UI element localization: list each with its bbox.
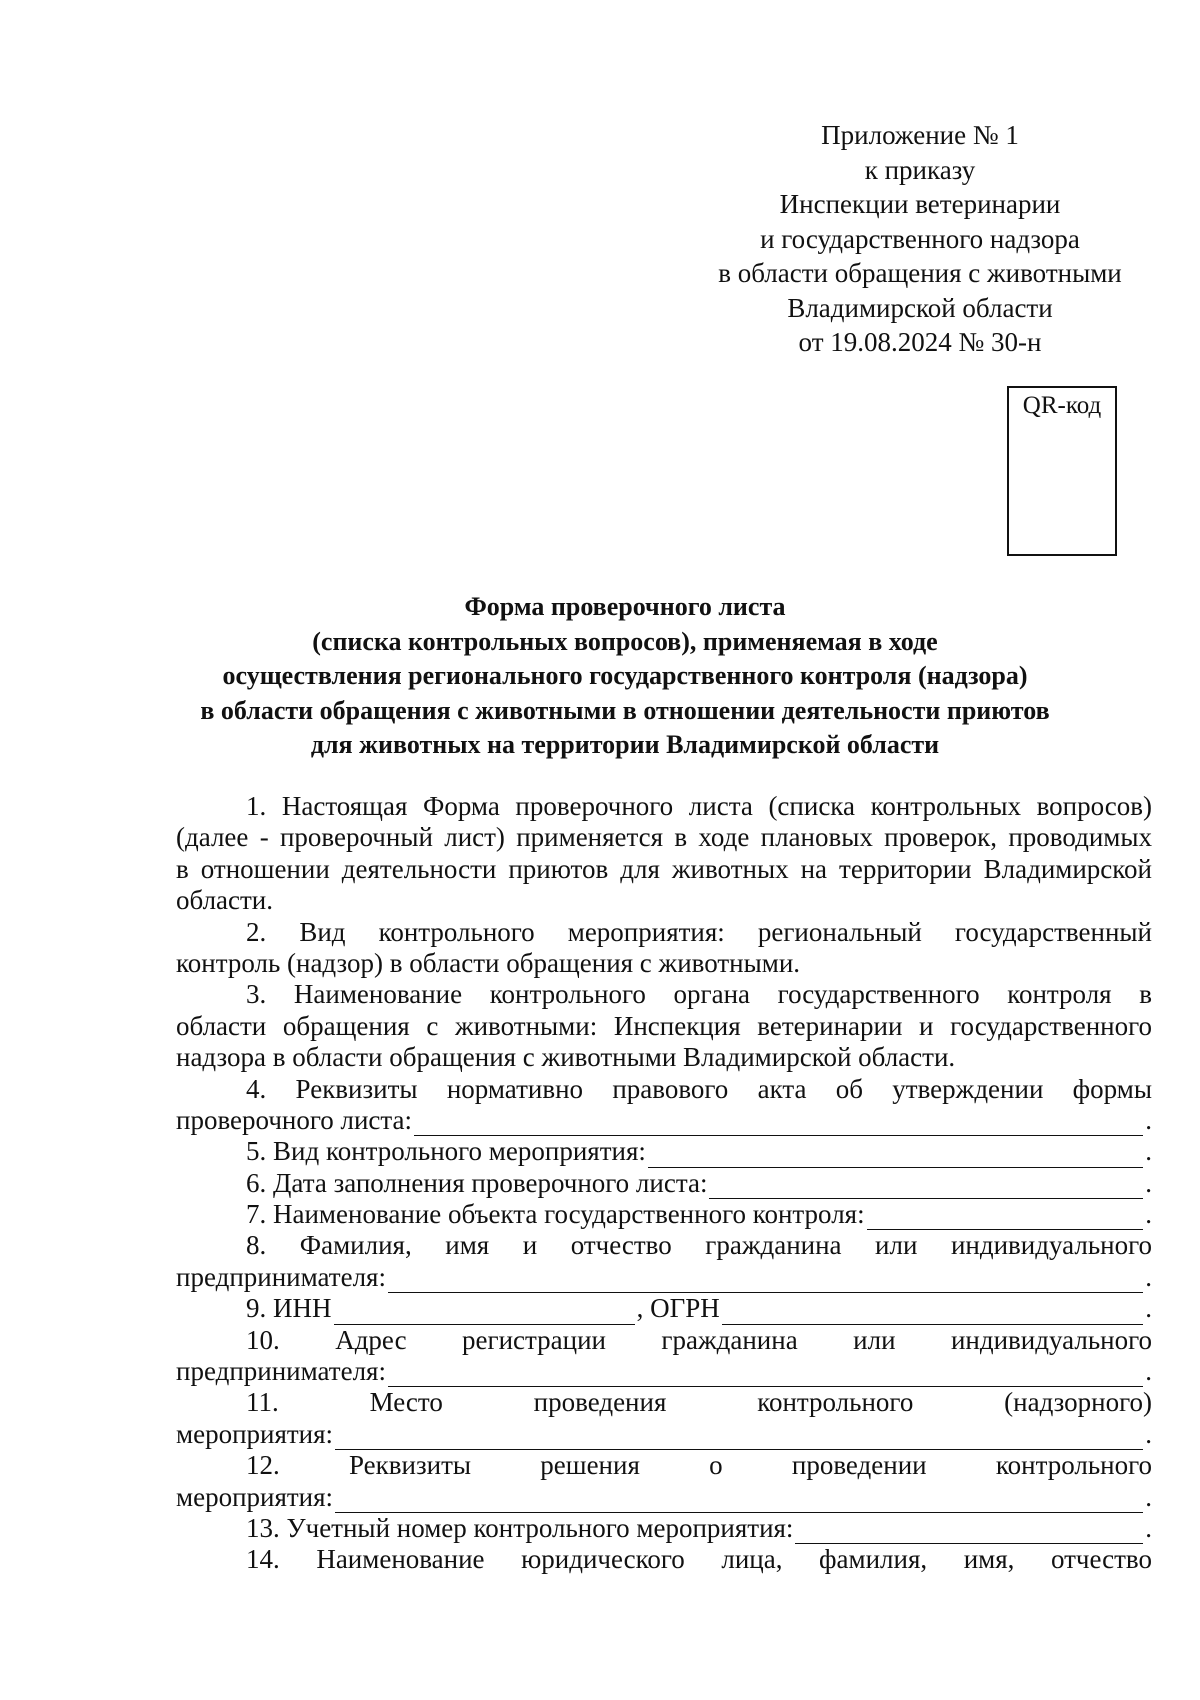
item-9-fill-line	[176, 1293, 1152, 1324]
inn-label: 9. ИНН	[246, 1293, 332, 1324]
title-line: в области обращения с животными в отношении деятельности приютов	[200, 695, 1050, 725]
item-1-line: в отношении деятельности приютов для животных на территории Владимирской	[176, 853, 1152, 884]
end-mark: .	[1145, 1356, 1152, 1387]
end-mark: .	[1145, 1261, 1152, 1292]
appendix-header	[660, 118, 1180, 360]
item-3-line: надзора в области обращения с животными Владимирской области.	[176, 1042, 956, 1073]
fill-blank[interactable]	[867, 1205, 1144, 1230]
item-8-fill-line	[176, 1262, 1152, 1293]
item-11-line: 11. Место проведения контрольного (надзорного)	[246, 1387, 1152, 1418]
end-mark: .	[1145, 1418, 1152, 1449]
item-4-line: 4. Реквизиты нормативно правового акта об утверждении формы	[246, 1073, 1152, 1104]
item-13-fill-line	[176, 1513, 1152, 1544]
item-7-label: 7. Наименование объекта государственного контроля:	[246, 1199, 865, 1230]
fill-blank[interactable]	[648, 1143, 1143, 1168]
item-12-label: мероприятия:	[176, 1481, 334, 1512]
item-5-label: 5. Вид контрольного мероприятия:	[246, 1136, 646, 1167]
item-4-label: проверочного листа:	[176, 1104, 413, 1135]
item-1-line: области.	[176, 885, 274, 916]
item-10-label: предпринимателя:	[176, 1356, 386, 1387]
end-mark: .	[1145, 1167, 1152, 1198]
appendix-line: от 19.08.2024 № 30-н	[798, 327, 1042, 357]
item-6-label: 6. Дата заполнения проверочного листа:	[246, 1167, 708, 1198]
item-4-fill-line	[176, 1105, 1152, 1136]
form-title	[150, 590, 1100, 763]
fill-blank[interactable]	[388, 1362, 1143, 1387]
item-10-line: 10. Адрес регистрации гражданина или индивидуального	[246, 1324, 1152, 1355]
appendix-line: Владимирской области	[787, 292, 1053, 323]
end-mark: .	[1145, 1104, 1152, 1135]
end-mark: .	[1145, 1199, 1152, 1230]
title-line: (списка контрольных вопросов), применяемая в ходе	[312, 626, 938, 656]
item-6-fill-line	[176, 1168, 1152, 1199]
title-line: для животных на территории Владимирской области	[310, 730, 940, 759]
fill-blank[interactable]	[335, 1425, 1143, 1450]
fill-blank[interactable]	[795, 1519, 1143, 1544]
item-3-line: области обращения с животными: Инспекция ветеринарии и государственного	[176, 1010, 1152, 1041]
fill-blank[interactable]	[388, 1268, 1143, 1293]
end-mark: .	[1145, 1512, 1152, 1543]
fill-blank[interactable]	[335, 1488, 1143, 1513]
item-7-fill-line	[176, 1199, 1152, 1230]
item-3-line: 3. Наименование контрольного органа государственного контроля в	[246, 979, 1152, 1010]
fill-blank[interactable]	[709, 1174, 1143, 1199]
item-11-label: мероприятия:	[176, 1418, 334, 1449]
appendix-line: к приказу	[864, 154, 976, 185]
appendix-line: в области обращения с животными	[718, 258, 1122, 288]
item-8-label: предпринимателя:	[176, 1261, 386, 1292]
item-10-fill-line	[176, 1356, 1152, 1387]
item-14-line: 14. Наименование юридического лица, фамилия, имя, отчество	[246, 1544, 1152, 1575]
end-mark: .	[1145, 1293, 1152, 1324]
end-mark: .	[1145, 1136, 1152, 1167]
inn-blank[interactable]	[334, 1300, 635, 1325]
title-line: осуществления регионального государственного контроля (надзора)	[222, 661, 1028, 690]
item-2-line: 2. Вид контрольного мероприятия: региональный государственный	[246, 916, 1152, 947]
appendix-line: и государственного надзора	[760, 223, 1080, 254]
qr-code-label: QR-код	[1022, 392, 1102, 419]
item-12-line: 12. Реквизиты решения о проведении контрольного	[246, 1450, 1152, 1481]
item-2-line: контроль (надзор) в области обращения с животными.	[176, 947, 801, 978]
item-8-line: 8. Фамилия, имя и отчество гражданина или индивидуального	[246, 1230, 1152, 1261]
title-line: Форма проверочного листа	[464, 592, 786, 621]
item-11-fill-line	[176, 1419, 1152, 1450]
item-1-line: 1. Настоящая Форма проверочного листа (списка контрольных вопросов)	[246, 791, 1152, 821]
item-5-fill-line	[176, 1136, 1152, 1167]
item-12-fill-line	[176, 1482, 1152, 1513]
end-mark: .	[1145, 1481, 1152, 1512]
item-1-line: (далее - проверочный лист) применяется в ходе плановых проверок, проводимых	[176, 822, 1152, 853]
item-13-label: 13. Учетный номер контрольного мероприятия:	[246, 1512, 794, 1543]
ogrn-label: , ОГРН	[636, 1293, 720, 1324]
ogrn-blank[interactable]	[722, 1300, 1144, 1325]
appendix-line: Приложение № 1	[821, 120, 1019, 150]
qr-code-placeholder	[1007, 386, 1117, 556]
fill-blank[interactable]	[414, 1111, 1143, 1136]
form-items	[176, 791, 1152, 1576]
appendix-line: Инспекции ветеринарии	[779, 189, 1061, 219]
